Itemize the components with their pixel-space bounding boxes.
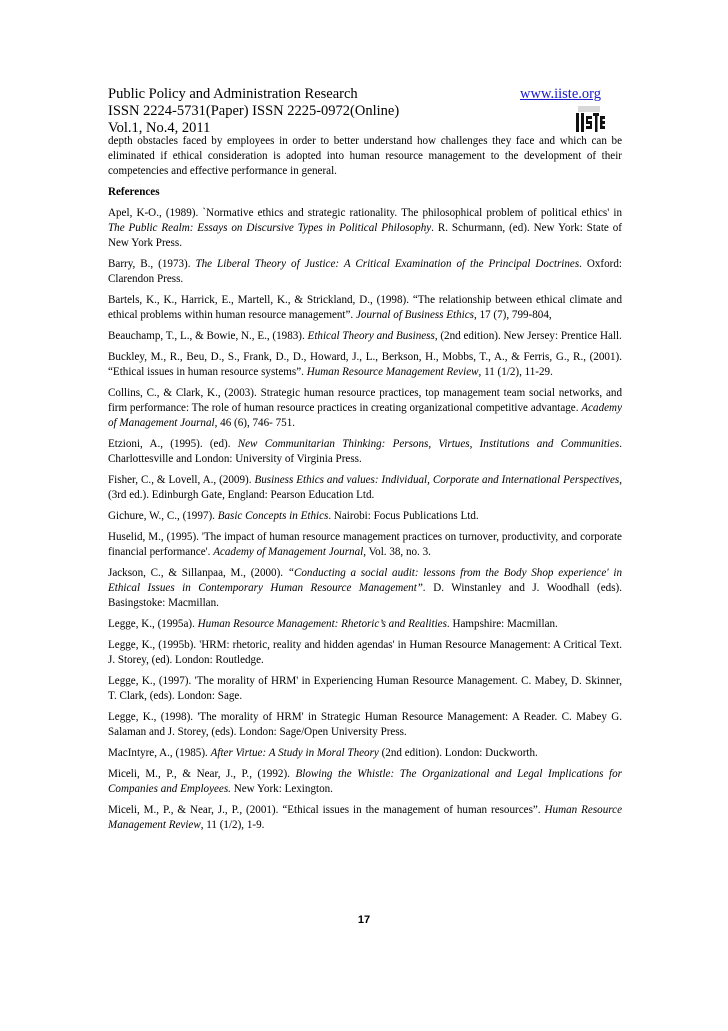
reference-entry: Jackson, C., & Sillanpaa, M., (2000). “Conducting a social audit: lessons from the Body Shop experience' in Ethical Issues in Contemporary Human Resource Management”. D. Winstanley and J. Woodhall (eds). Basingstoke: Macmillan. — [108, 567, 622, 609]
journal-url-link[interactable]: www.iiste.org — [520, 86, 601, 102]
reference-entry: MacIntyre, A., (1985). After Virtue: A Study in Moral Theory (2nd edition). London: Duckworth. — [108, 747, 538, 759]
reference-entry: Miceli, M., P., & Near, J., P., (2001). “Ethical issues in the management of human resources”. Human Resource Management Review, 11 (1/2), 1-9. — [108, 804, 622, 831]
references-heading: References — [108, 186, 160, 198]
reference-entry: Barry, B., (1973). The Liberal Theory of Justice: A Critical Examination of the Principal Doctrines. Oxford: Clarendon Press. — [108, 258, 622, 285]
intro-paragraph: depth obstacles faced by employees in order to better understand how challenges they face and which can be eliminated if ethical consideration is adopted into human resource management to the development of their competencies and effective performance in general. — [108, 135, 622, 177]
reference-entry: Beauchamp, T., L., & Bowie, N., E., (1983). Ethical Theory and Business, (2nd edition). New Jersey: Prentice Hall. — [108, 330, 622, 342]
reference-entry: Legge, K., (1995b). 'HRM: rhetoric, reality and hidden agendas' in Human Resource Management: A Critical Text. J. Storey, (ed). London: Routledge. — [108, 639, 622, 666]
reference-entry: Etzioni, A., (1995). (ed). New Communitarian Thinking: Persons, Virtues, Institutions and Communities. Charlottesville and London: University of Virginia Press. — [108, 438, 622, 465]
reference-entry: Legge, K., (1998). 'The morality of HRM' in Strategic Human Resource Management: A Reader. C. Mabey G. Salaman and J. Storey, (eds). London: Sage/Open University Press. — [108, 711, 622, 738]
volume-line: Vol.1, No.4, 2011 — [108, 120, 211, 136]
reference-entry: Bartels, K., K., Harrick, E., Martell, K., & Strickland, D., (1998). “The relationship between ethical climate and ethical problems within human resource management”. Journal of Business Ethics, 17 (7), 799-804, — [108, 294, 622, 321]
reference-entry: Fisher, C., & Lovell, A., (2009). Business Ethics and values: Individual, Corporate and International Perspectives, (3rd ed.). Edinburgh Gate, England: Pearson Education Ltd. — [108, 474, 622, 501]
reference-entry: Buckley, M., R., Beu, D., S., Frank, D., D., Howard, J., L., Berkson, H., Mobbs, T., A., & Ferris, G., R., (2001). “Ethical issues in human resource systems”. Human Resource Management Review, 11 (1/2), 11-29. — [108, 351, 622, 378]
iiste-logo-icon — [572, 104, 606, 134]
reference-entry: Collins, C., & Clark, K., (2003). Strategic human resource practices, top management team social networks, and firm performance: The role of human resource practices in creating organizational competitive advantage. Academy of Management Journal, 46 (6), 746- 751. — [108, 387, 622, 429]
reference-entry: Huselid, M., (1995). 'The impact of human resource management practices on turnover, productivity, and corporate financial performance'. Academy of Management Journal, Vol. 38, no. 3. — [108, 531, 622, 558]
reference-entry: Gichure, W., C., (1997). Basic Concepts in Ethics. Nairobi: Focus Publications Ltd. — [108, 510, 479, 522]
issn-line: ISSN 2224-5731(Paper) ISSN 2225-0972(Online) — [108, 103, 400, 119]
page-body — [108, 134, 622, 839]
journal-title: Public Policy and Administration Research — [108, 86, 358, 102]
reference-entry: Apel, K-O., (1989). `Normative ethics and strategic rationality. The philosophical problem of political ethics' in The Public Realm: Essays on Discursive Types in Political Philosophy. R. Schurmann, (ed). New York: State of New York Press. — [108, 207, 622, 249]
reference-entry: Legge, K., (1995a). Human Resource Management: Rhetoric’s and Realities. Hampshire: Macmillan. — [108, 618, 558, 630]
reference-entry: Legge, K., (1997). 'The morality of HRM' in Experiencing Human Resource Management. C. Mabey, D. Skinner, T. Clark, (eds). London: Sage. — [108, 675, 622, 702]
page-number: 17 — [357, 914, 371, 926]
reference-entry: Miceli, M., P., & Near, J., P., (1992). Blowing the Whistle: The Organizational and Legal Implications for Companies and Employees. New York: Lexington. — [108, 768, 623, 795]
